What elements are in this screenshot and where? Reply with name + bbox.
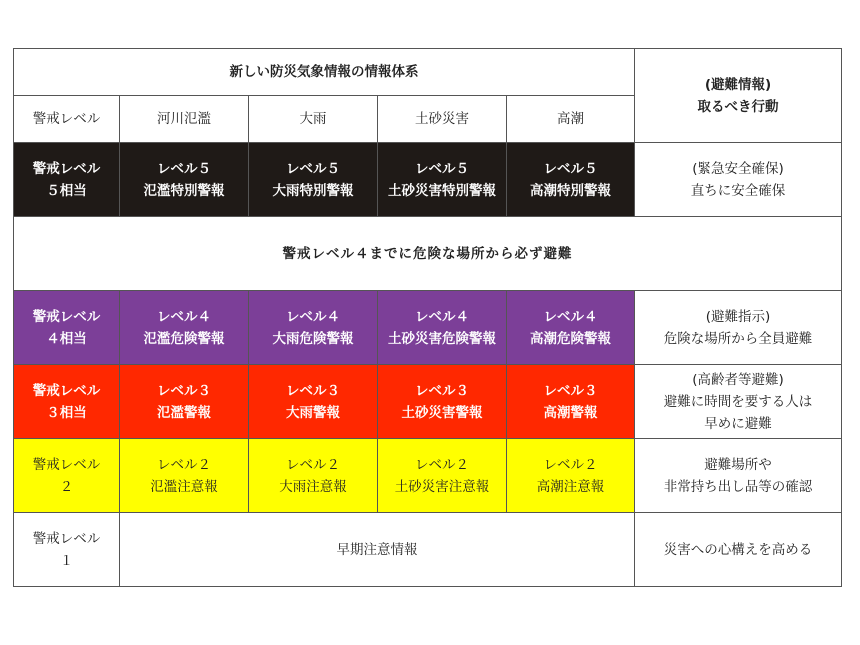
column-header-river-flood: 河川氾濫 [120,96,249,143]
level5-action-line2: 直ちに安全確保 [690,182,786,199]
level2-river-warning: 氾濫注意報 [150,478,218,495]
level3-action [635,365,842,439]
level2-alert-line2: ２ [59,478,74,495]
level2-rain-level: レベル２ [286,456,340,473]
level3-action-line3: 早めに避難 [704,415,772,432]
level5-surge-level: レベル５ [543,160,598,177]
level2-alert [14,439,120,513]
level5-rain-warning: 大雨特別警報 [272,182,354,199]
level5-rain-level: レベル５ [286,160,340,177]
level3-landslide-warning: 土砂災害警報 [401,404,483,421]
level5-surge-cell [507,143,635,217]
level4-action-line2: 危険な場所から全員避難 [663,330,813,347]
level3-surge-level: レベル３ [543,382,598,399]
level2-action-line1: 避難場所や [704,456,772,473]
alert-level-table [13,48,842,587]
level1-action: 災害への心構えを高める [635,513,842,587]
column-header-alert-level: 警戒レベル [14,96,120,143]
level2-surge-warning: 高潮注意報 [536,478,605,495]
level3-action-line2: 避難に時間を要する人は [663,393,813,410]
level1-alert-line1: 警戒レベル [32,530,101,547]
level5-action-line1: (緊急安全確保) [692,160,784,177]
level2-action-line2: 非常持ち出し品等の確認 [663,478,813,495]
level3-rain-level: レベル３ [286,382,340,399]
column-header-storm-surge: 高潮 [507,96,635,143]
level5-alert-line1: 警戒レベル [32,160,101,177]
level4-rain-warning: 大雨危険警報 [272,330,354,347]
level2-landslide-level: レベル２ [415,456,469,473]
level2-alert-line1: 警戒レベル [32,456,101,473]
column-header-heavy-rain: 大雨 [249,96,378,143]
level4-surge-cell [507,291,635,365]
level3-action-line1: (高齢者等避難) [692,371,784,388]
level4-river-warning: 氾濫危険警報 [143,330,225,347]
level5-row [14,143,842,217]
level2-rain-cell [249,439,378,513]
column-header-landslide: 土砂災害 [378,96,507,143]
level4-surge-level: レベル４ [543,308,598,325]
level5-action [635,143,842,217]
level2-surge-level: レベル２ [543,456,598,473]
level5-river-cell [120,143,249,217]
level1-alert-line2: １ [59,552,74,569]
level5-river-level: レベル５ [157,160,211,177]
level4-alert-line2: ４相当 [46,330,87,347]
level4-landslide-level: レベル４ [415,308,469,325]
level5-alert-line2: ５相当 [46,182,87,199]
level3-row [14,365,842,439]
level3-alert-line2: ３相当 [46,404,87,421]
level3-surge-warning: 高潮警報 [543,404,598,421]
evacuation-banner: 警戒レベル４までに危険な場所から必ず避難 [14,217,842,291]
level5-surge-warning: 高潮特別警報 [530,182,611,199]
level2-river-cell [120,439,249,513]
level1-alert [14,513,120,587]
level3-river-cell [120,365,249,439]
level2-landslide-cell [378,439,507,513]
level5-landslide-cell [378,143,507,217]
level4-rain-cell [249,291,378,365]
level2-action [635,439,842,513]
level5-landslide-level: レベル５ [415,160,469,177]
level3-alert-line1: 警戒レベル [32,382,101,399]
level4-river-cell [120,291,249,365]
action-header-line2: 取るべき行動 [697,98,779,115]
level5-rain-cell [249,143,378,217]
level4-landslide-cell [378,291,507,365]
level4-alert [14,291,120,365]
level5-landslide-warning: 土砂災害特別警報 [388,182,496,199]
action-header-line1: (避難情報) [704,76,772,93]
level2-river-level: レベル２ [157,456,211,473]
level1-row [14,513,842,587]
level4-action-line1: (避難指示) [705,308,771,325]
level4-action [635,291,842,365]
level2-row [14,439,842,513]
early-caution-info: 早期注意情報 [120,513,635,587]
level3-landslide-level: レベル３ [415,382,469,399]
level5-alert [14,143,120,217]
level4-alert-line1: 警戒レベル [32,308,101,325]
level3-surge-cell [507,365,635,439]
level4-row [14,291,842,365]
level3-rain-cell [249,365,378,439]
level3-river-warning: 氾濫警報 [157,404,211,421]
action-column-header [635,49,842,143]
level3-rain-warning: 大雨警報 [286,404,340,421]
level4-rain-level: レベル４ [286,308,340,325]
system-title: 新しい防災気象情報の情報体系 [14,49,635,96]
level2-landslide-warning: 土砂災害注意報 [394,478,490,495]
level2-rain-warning: 大雨注意報 [279,478,347,495]
level3-river-level: レベル３ [157,382,211,399]
level5-river-warning: 氾濫特別警報 [143,182,225,199]
level2-surge-cell [507,439,635,513]
level3-alert [14,365,120,439]
level4-landslide-warning: 土砂災害危険警報 [388,330,496,347]
level4-river-level: レベル４ [157,308,211,325]
level3-landslide-cell [378,365,507,439]
level4-surge-warning: 高潮危険警報 [530,330,611,347]
